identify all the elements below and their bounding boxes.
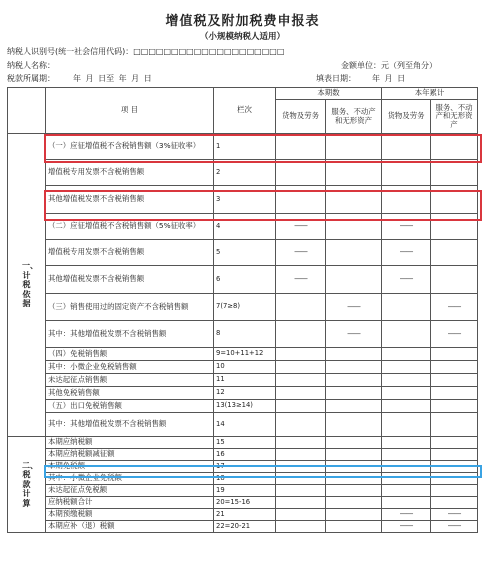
cell-input[interactable] [431,160,478,186]
cell-dash: —— [382,214,431,240]
row-line: 3 [214,186,276,214]
row-item: 其他免税销售额 [46,387,214,400]
row-item: 其中：其他增值税发票不含税销售额 [46,413,214,437]
cell-input[interactable] [431,266,478,294]
period-label: 税款所属期： [7,74,55,83]
cell-input[interactable] [382,160,431,186]
row-line: 22=20-21 [214,521,276,533]
cell-input[interactable] [382,461,431,473]
cell-input[interactable] [431,361,478,374]
cell-input[interactable] [276,497,326,509]
cell-input[interactable] [431,186,478,214]
cell-input[interactable] [326,160,382,186]
row-item: （五）出口免税销售额 [46,400,214,413]
cell-dash: —— [382,521,431,533]
cell-dash: —— [326,294,382,321]
taxpayer-name-label: 纳税人名称： [7,61,55,70]
col-header-goods-ytd: 货物及劳务 [382,100,431,134]
col-header-services: 服务、不动产和无形资产 [326,100,382,134]
section-tax-basis: 一、计税依据 [8,134,46,437]
cell-dash: —— [431,521,478,533]
col-header-current: 本期数 [276,88,382,100]
row-item: （三）销售使用过的固定资产不含税销售额 [46,294,214,321]
cell-input[interactable] [276,521,326,533]
cell-input[interactable] [326,400,382,413]
cell-input[interactable] [326,266,382,294]
row-line: 6 [214,266,276,294]
row-line: 7(7≥8) [214,294,276,321]
cell-input[interactable] [431,387,478,400]
cell-input[interactable] [326,214,382,240]
cell-input[interactable] [382,294,431,321]
row-item: 未达起征点销售额 [46,374,214,387]
row-item: 其中：小微企业免税额 [46,473,214,485]
row-item: 增值税专用发票不含税销售额 [46,240,214,266]
cell-input[interactable] [326,485,382,497]
cell-input[interactable] [431,240,478,266]
cell-input[interactable] [382,321,431,348]
row-item: 本期应纳税额减征额 [46,449,214,461]
cell-input[interactable] [326,449,382,461]
row-line: 17 [214,461,276,473]
cell-input[interactable] [326,374,382,387]
row-line: 1 [214,134,276,160]
cell-dash: —— [431,509,478,521]
cell-dash: —— [382,266,431,294]
row-item: 本期免税额 [46,461,214,473]
cell-input[interactable] [382,449,431,461]
cell-input[interactable] [276,473,326,485]
fill-date-value: 年 月 日 [372,74,406,83]
cell-input[interactable] [431,485,478,497]
cell-input[interactable] [382,348,431,361]
cell-input[interactable] [431,400,478,413]
row-line: 2 [214,160,276,186]
row-item: 其他增值税发票不含税销售额 [46,266,214,294]
cell-input[interactable] [382,497,431,509]
cell-input[interactable] [431,461,478,473]
cell-input[interactable] [431,473,478,485]
row-item: （四）免税销售额 [46,348,214,361]
row-line: 19 [214,485,276,497]
cell-input[interactable] [276,485,326,497]
cell-dash: —— [382,509,431,521]
cell-input[interactable] [276,321,326,348]
cell-input[interactable] [326,521,382,533]
row-item: 本期预缴税额 [46,509,214,521]
cell-input[interactable] [382,400,431,413]
cell-input[interactable] [326,413,382,437]
fill-date-label: 填表日期： [316,74,356,83]
cell-dash: —— [276,240,326,266]
cell-input[interactable] [382,473,431,485]
cell-input[interactable] [276,449,326,461]
cell-input[interactable] [382,374,431,387]
cell-input[interactable] [276,387,326,400]
cell-dash: —— [431,321,478,348]
cell-input[interactable] [431,348,478,361]
taxpayer-id-label: 纳税人识别号(统一社会信用代码)：□□□□□□□□□□□□□□□□□□□□ [7,47,285,56]
row-item: 未达起征点免税额 [46,485,214,497]
cell-input[interactable] [276,160,326,186]
cell-input[interactable] [431,497,478,509]
cell-input[interactable] [431,134,478,160]
col-header-ytd: 本年累计 [382,88,478,100]
form-title: 增值税及附加税费申报表 [165,14,320,29]
row-item: 应纳税额合计 [46,497,214,509]
cell-input[interactable] [431,449,478,461]
row-line: 15 [214,437,276,449]
row-line: 11 [214,374,276,387]
row-line: 16 [214,449,276,461]
row-item: 其中：小微企业免税销售额 [46,361,214,374]
row-line: 8 [214,321,276,348]
cell-dash: —— [382,240,431,266]
cell-input[interactable] [276,437,326,449]
cell-dash: —— [431,294,478,321]
row-line: 5 [214,240,276,266]
cell-input[interactable] [382,437,431,449]
tax-declaration-table [7,87,478,533]
row-line: 9=10+11+12 [214,348,276,361]
cell-input[interactable] [431,214,478,240]
cell-dash: —— [326,321,382,348]
col-header-services-ytd: 服务、不动产和无形资产 [431,100,478,134]
cell-input[interactable] [382,186,431,214]
cell-input[interactable] [276,348,326,361]
row-item: 增值税专用发票不含税销售额 [46,160,214,186]
cell-input[interactable] [276,374,326,387]
row-item: 其他增值税发票不含税销售额 [46,186,214,214]
period-value: 年 月 日至 年 月 日 [73,74,152,83]
row-line: 21 [214,509,276,521]
row-item: 本期应补（退）税额 [46,521,214,533]
cell-input[interactable] [326,361,382,374]
cell-input[interactable] [276,134,326,160]
amount-unit: 金额单位：元（列至角分） [341,61,437,70]
cell-input[interactable] [382,413,431,437]
row-item: （一）应征增值税不含税销售额（3%征收率） [46,134,214,160]
cell-input[interactable] [276,509,326,521]
cell-input[interactable] [326,240,382,266]
cell-input[interactable] [276,461,326,473]
row-line: 18 [214,473,276,485]
row-line: 13(13≥14) [214,400,276,413]
cell-input[interactable] [276,413,326,437]
cell-input[interactable] [326,348,382,361]
cell-input[interactable] [382,134,431,160]
cell-input[interactable] [382,485,431,497]
cell-input[interactable] [276,361,326,374]
cell-input[interactable] [326,387,382,400]
cell-input[interactable] [431,437,478,449]
cell-input[interactable] [326,134,382,160]
row-line: 10 [214,361,276,374]
cell-input[interactable] [326,437,382,449]
row-line: 12 [214,387,276,400]
cell-input[interactable] [276,294,326,321]
cell-input[interactable] [326,186,382,214]
cell-input[interactable] [326,509,382,521]
row-line: 4 [214,214,276,240]
cell-input[interactable] [276,186,326,214]
row-line: 14 [214,413,276,437]
cell-input[interactable] [431,413,478,437]
row-item: （二）应征增值税不含税销售额（5%征收率） [46,214,214,240]
cell-input[interactable] [382,361,431,374]
cell-input[interactable] [326,473,382,485]
form-subtitle: （小规模纳税人适用） [199,32,285,42]
row-line: 20=15-16 [214,497,276,509]
cell-input[interactable] [326,497,382,509]
section-tax-calculation: 二、税款计算 [8,437,46,533]
cell-dash: —— [276,266,326,294]
row-item: 其中：其他增值税发票不含税销售额 [46,321,214,348]
cell-input[interactable] [276,400,326,413]
row-item: 本期应纳税额 [46,437,214,449]
col-header-line: 栏次 [214,88,276,134]
col-header-goods: 货物及劳务 [276,100,326,134]
cell-dash: —— [276,214,326,240]
cell-input[interactable] [431,374,478,387]
col-header-item: 项 目 [46,88,214,134]
cell-input[interactable] [382,387,431,400]
cell-input[interactable] [326,461,382,473]
